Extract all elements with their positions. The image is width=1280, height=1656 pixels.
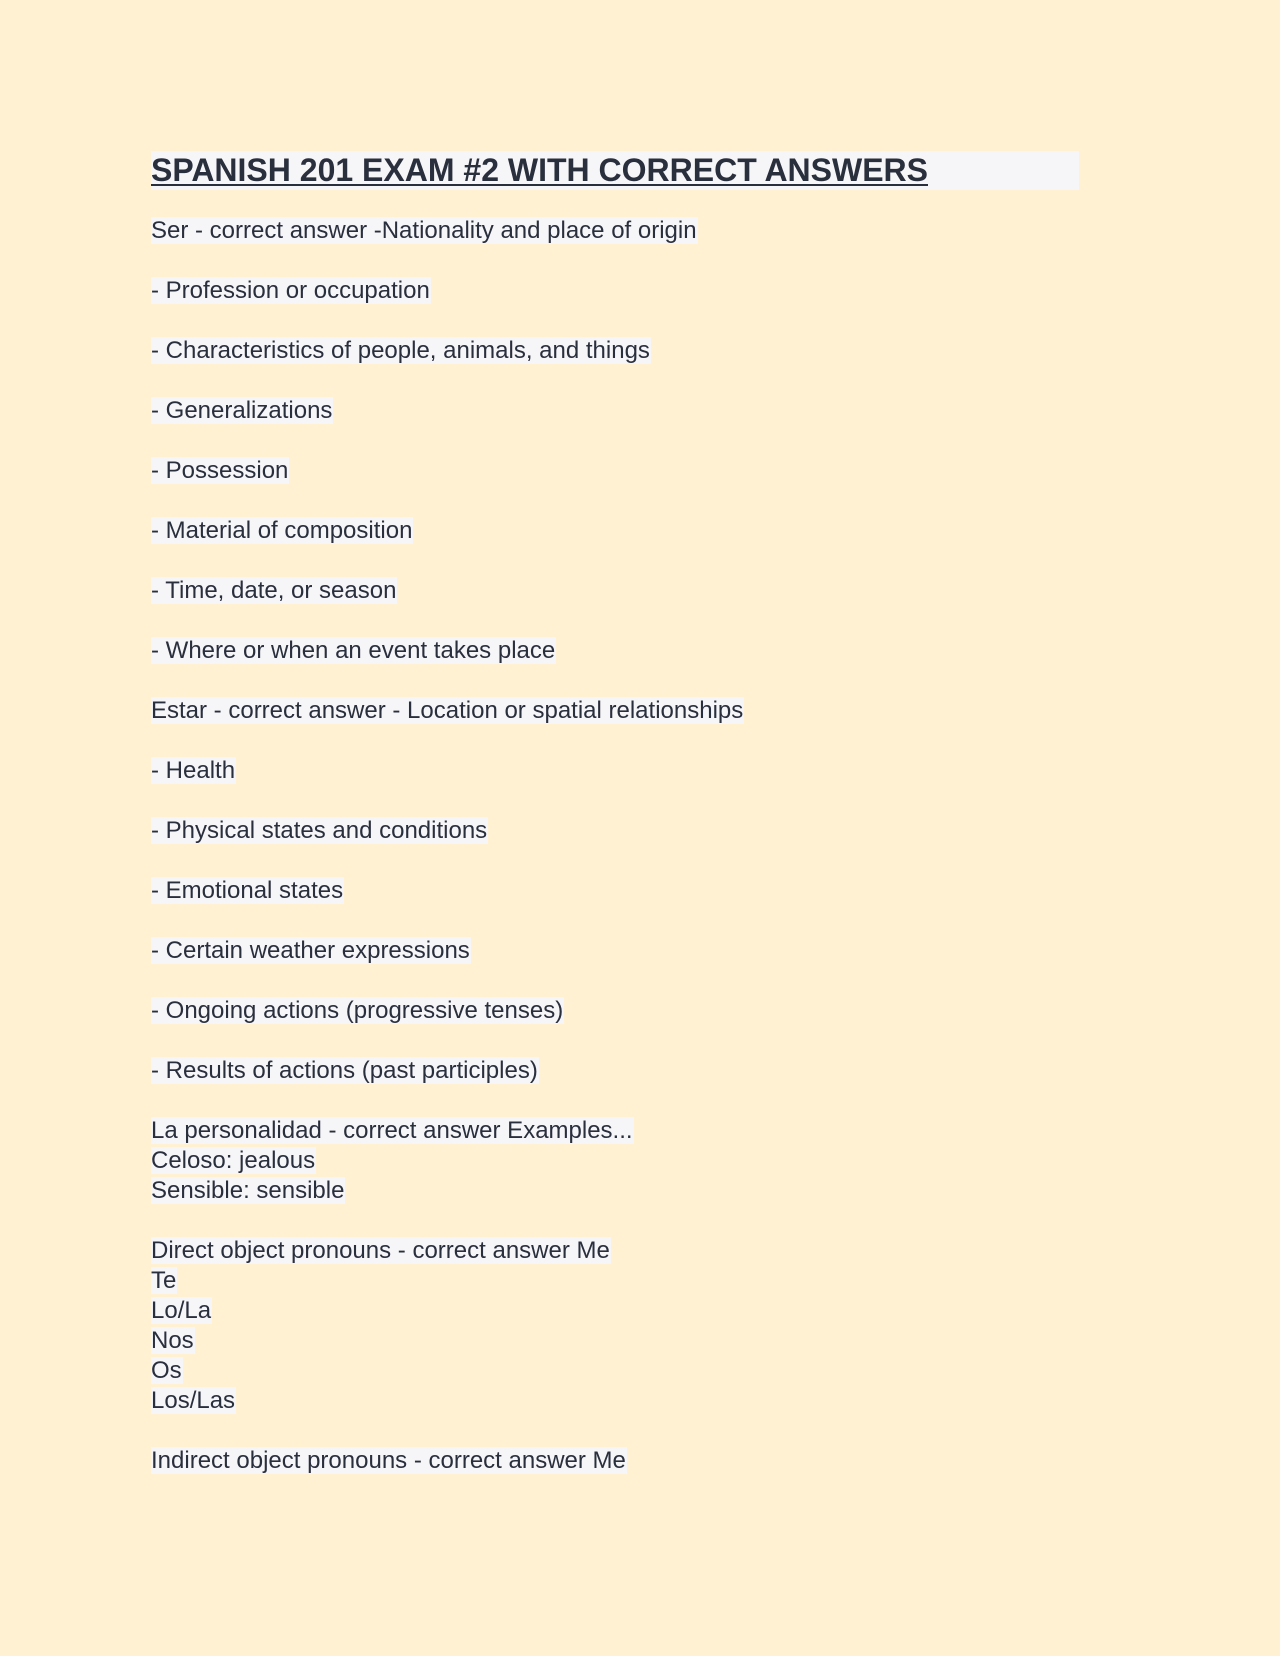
text-block [151,276,1081,306]
text-line-wrapper [151,876,1081,906]
text-line-wrapper [151,576,1081,606]
text-line: Nos [151,1327,194,1354]
text-block [151,876,1081,906]
text-line-wrapper [151,456,1081,486]
text-line: - Certain weather expressions [151,937,470,964]
text-line-wrapper [151,1446,1081,1476]
text-line: - Characteristics of people, animals, and things [151,337,650,364]
text-line-wrapper [151,1386,1081,1416]
text-line-wrapper [151,1236,1081,1266]
text-block [151,1056,1081,1086]
text-line: Lo/La [151,1297,212,1324]
text-line-wrapper [151,636,1081,666]
text-block [151,696,1081,726]
text-line: Celoso: jealous [151,1147,316,1174]
text-line-wrapper [151,1296,1081,1326]
text-block [151,636,1081,666]
text-line: Sensible: sensible [151,1177,345,1204]
text-line: - Emotional states [151,877,344,904]
text-block [151,396,1081,426]
text-line: - Possession [151,457,289,484]
text-block [151,516,1081,546]
text-line: - Generalizations [151,397,333,424]
text-line: - Physical states and conditions [151,817,488,844]
text-block [151,336,1081,366]
text-line-wrapper [151,996,1081,1026]
text-line: - Where or when an event takes place [151,637,556,664]
text-line: Te [151,1267,177,1294]
text-line: La personalidad - correct answer Examples... [151,1117,633,1144]
title-highlight [151,151,1079,190]
text-line-wrapper [151,936,1081,966]
text-line: - Time, date, or season [151,577,397,604]
text-line-wrapper [151,1356,1081,1386]
text-block [151,756,1081,786]
text-line-wrapper [151,336,1081,366]
text-block [151,216,1081,246]
text-line-wrapper [151,1056,1081,1086]
text-line: Os [151,1357,182,1384]
text-line: - Results of actions (past participles) [151,1057,538,1084]
text-line-wrapper [151,756,1081,786]
text-line-wrapper [151,516,1081,546]
text-line: - Material of composition [151,517,413,544]
text-block [151,996,1081,1026]
text-block [151,576,1081,606]
text-block [151,816,1081,846]
text-line-wrapper [151,1176,1081,1206]
text-line-wrapper [151,1146,1081,1176]
text-line-wrapper [151,816,1081,846]
document-content [151,216,1081,1476]
text-block [151,1116,1081,1206]
text-line-wrapper [151,1326,1081,1356]
text-line-wrapper [151,1266,1081,1296]
text-line: Los/Las [151,1387,236,1414]
text-block [151,1446,1081,1476]
text-line-wrapper [151,276,1081,306]
text-block [151,936,1081,966]
document-page [151,151,1081,1506]
text-line: - Health [151,757,236,784]
text-line: - Profession or occupation [151,277,430,304]
text-line: Ser - correct answer -Nationality and place of origin [151,217,697,244]
text-line-wrapper [151,396,1081,426]
text-line-wrapper [151,696,1081,726]
text-line: Direct object pronouns - correct answer Me [151,1237,610,1264]
text-line-wrapper [151,1116,1081,1146]
document-title: SPANISH 201 EXAM #2 WITH CORRECT ANSWERS [151,152,928,188]
text-block [151,456,1081,486]
text-line: - Ongoing actions (progressive tenses) [151,997,564,1024]
text-block [151,1236,1081,1416]
text-line: Estar - correct answer - Location or spatial relationships [151,697,744,724]
text-line: Indirect object pronouns - correct answer Me [151,1447,626,1474]
text-line-wrapper [151,216,1081,246]
